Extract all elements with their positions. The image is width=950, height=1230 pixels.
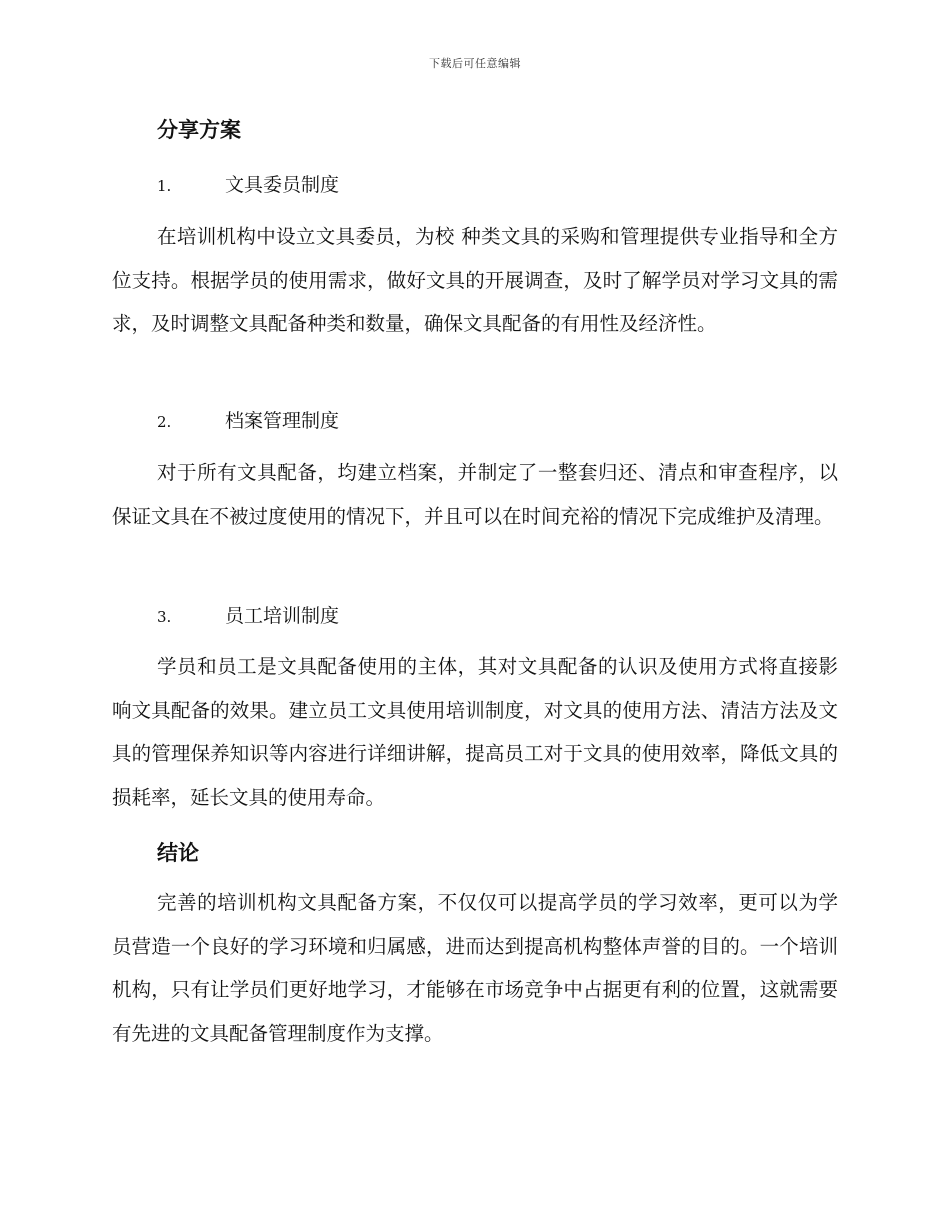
- item-title: 员工培训制度: [225, 605, 340, 627]
- paragraph-item-1: 在培训机构中设立文具委员，为校 种类文具的采购和管理提供专业指导和全方位支持。根据学员的使用需求，做好文具的开展调查，及时了解学员对学习文具的需求，及时调整文具配备种类和数量，确保文具配备的有用性及经济性。: [112, 225, 838, 335]
- paragraph-item-2: 对于所有文具配备，均建立档案，并制定了一整套归还、清点和审查程序，以保证文具在不被过度使用的情况下，并且可以在时间充裕的情况下完成维护及清理。: [112, 461, 838, 528]
- item-number: 3.: [157, 608, 172, 626]
- numbered-heading-1: [157, 170, 339, 197]
- item-number: 2.: [157, 413, 172, 431]
- numbered-heading-2: [157, 406, 339, 433]
- section-heading-conclusion: 结论: [157, 841, 199, 865]
- item-number: 1.: [157, 177, 172, 195]
- item-title: 档案管理制度: [225, 410, 340, 432]
- paragraph-conclusion: 完善的培训机构文具配备方案，不仅仅可以提高学员的学习效率，更可以为学员营造一个良好的学习环境和归属感，进而达到提高机构整体声誉的目的。一个培训机构，只有让学员们更好地学习，才能够在市场竞争中占据更有利的位置，这就需要有先进的文具配备管理制度作为支撑。: [112, 891, 838, 1045]
- section-heading-share: 分享方案: [157, 118, 241, 142]
- page-header-note: 下载后可任意编辑: [429, 57, 521, 70]
- paragraph-item-3: 学员和员工是文具配备使用的主体，其对文具配备的认识及使用方式将直接影响文具配备的效果。建立员工文具使用培训制度，对文具的使用方法、清洁方法及文具的管理保养知识等内容进行详细讲解，提高员工对于文具的使用效率，降低文具的损耗率，延长文具的使用寿命。: [112, 655, 838, 809]
- item-title: 文具委员制度: [225, 174, 340, 196]
- numbered-heading-3: [157, 601, 339, 628]
